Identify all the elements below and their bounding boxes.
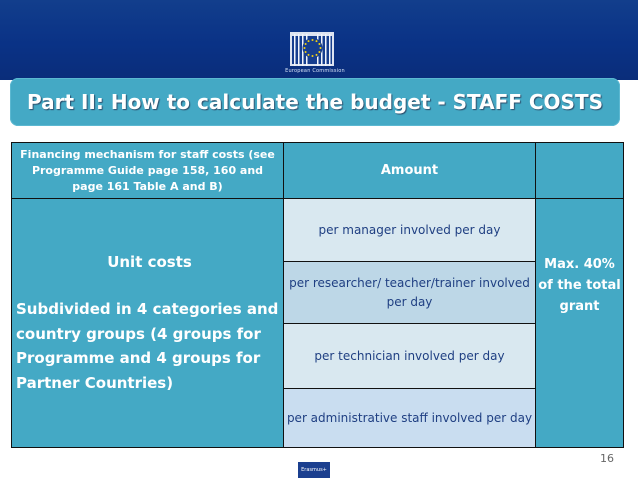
unit-costs-label: Unit costs [107, 253, 192, 271]
table-row [12, 199, 624, 262]
page-number: 16 [600, 452, 614, 465]
amount-researcher: per researcher/ teacher/trainer involved per day [284, 262, 536, 324]
subdivided-text: Subdivided in 4 categories and country groups (4 groups for Programme and 4 groups for Partner Countries) [16, 300, 279, 392]
table-header-row [12, 143, 624, 199]
staff-costs-table [11, 142, 624, 448]
amount-manager: per manager involved per day [284, 199, 536, 262]
amount-technician: per technician involved per day [284, 324, 536, 389]
header-financing-mechanism: Financing mechanism for staff costs (see Programme Guide page 158, 160 and page 161 Table A and B) [12, 143, 284, 199]
header-amount: Amount [284, 143, 536, 199]
commission-building-icon [280, 22, 350, 70]
max-grant-cell [536, 199, 624, 448]
european-commission-logo [280, 22, 350, 77]
header-empty [536, 143, 624, 199]
unit-costs-cell [12, 199, 284, 448]
slide-title: Part II: How to calculate the budget - STAFF COSTS [26, 90, 604, 114]
max-grant-text: Max. 40% of the total grant [538, 257, 621, 314]
logo-caption: European Commission [285, 68, 345, 74]
erasmus-logo: Erasmus+ [298, 462, 330, 478]
amount-administrative: per administrative staff involved per day [284, 389, 536, 448]
